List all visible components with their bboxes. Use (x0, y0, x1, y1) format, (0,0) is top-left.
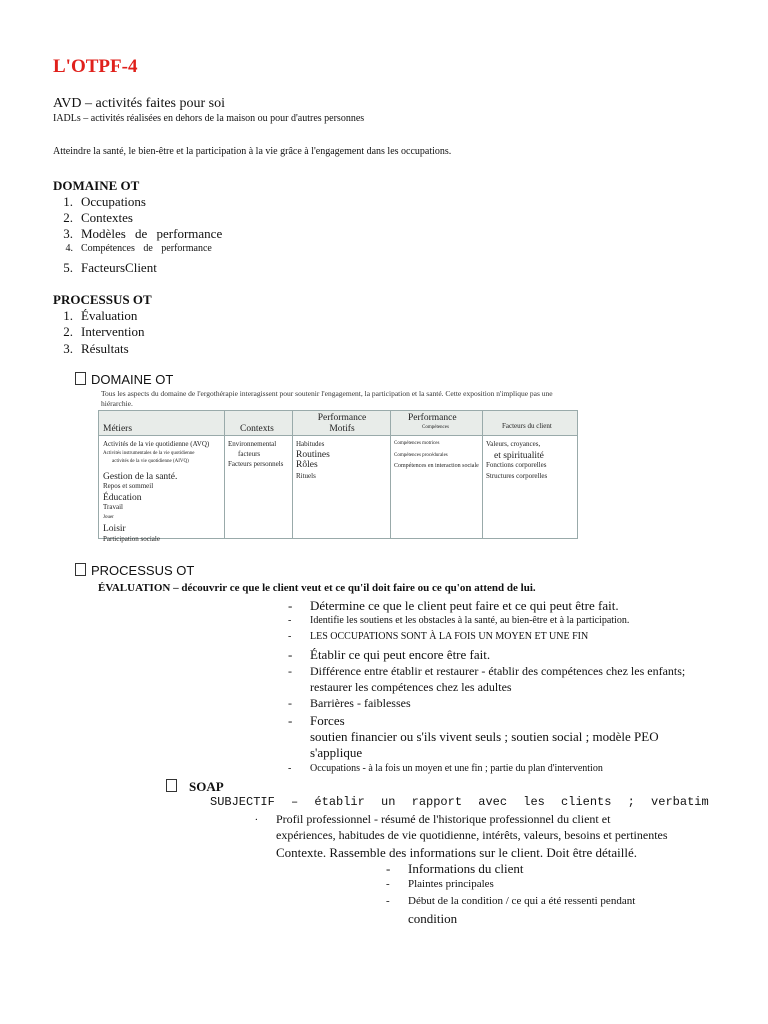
table-cell: Compétences procédurales (394, 453, 448, 458)
bullet-item: - Barrières - faiblesses (288, 696, 411, 710)
bullet-continuation: soutien financier ou s'ils vivent seuls ; soutien social ; modèle PEO (310, 729, 659, 744)
table-cell: Travail (103, 503, 123, 511)
table-cell: Rôles (296, 460, 318, 470)
column-divider (482, 410, 483, 538)
list-item: 4. Compétences de performance (65, 243, 212, 254)
column-header: Contexts (240, 424, 274, 434)
table-cell: Structures corporelles (486, 472, 548, 480)
table-intro: Tous les aspects du domaine de l'ergothérapie interagissent pour soutenir l'engagement, la participation et la santé. Cette exposition n'implique pas une hiérarchie. (101, 389, 553, 408)
bullet-item: - Différence entre établir et restaurer - établir des compétences chez les enfants; (288, 664, 686, 678)
profile-line: Contexte. Rassemble des informations sur le client. Doit être détaillé. (276, 845, 638, 860)
column-header-note: Compétences (422, 425, 449, 430)
list-item: 1. Évaluation (63, 308, 138, 323)
table-cell: Facteurs personnels (228, 460, 284, 468)
table-cell: Participation sociale (103, 535, 160, 543)
table-cell: Éducation (103, 493, 142, 503)
column-header: Performance (408, 413, 457, 423)
table-cell: Activités instrumentales de la vie quotidienne (103, 451, 195, 456)
table-cell: Gestion de la santé. (103, 472, 178, 482)
subjectif-line: SUBJECTIF – établir un rapport avec les clients ; verbatim (210, 795, 709, 809)
checkbox-glyph-icon (75, 372, 86, 385)
domain-heading: DOMAINE OT (53, 178, 140, 193)
checkbox-glyph-icon (166, 779, 177, 792)
list-item: 3. Modèles de performance (63, 226, 223, 241)
goal-line: Atteindre la santé, le bien-être et la participation à la vie grâce à l'engagement dans les occupations. (53, 146, 452, 157)
bullet-item: - Identifie les soutiens et les obstacles à la santé, au bien-être et à la participation. (288, 615, 630, 626)
column-header: Métiers (103, 424, 133, 434)
list-item: 3. Résultats (63, 341, 129, 356)
list-item: 2. Contextes (63, 210, 133, 225)
bullet-continuation: restaurer les compétences chez les adultes (310, 680, 512, 694)
checkbox-glyph-icon (75, 563, 86, 576)
domain-table-figure (98, 386, 578, 548)
iadl-line: IADLs – activités réalisées en dehors de la maison ou pour d'autres personnes (53, 113, 365, 124)
table-cell: Fonctions corporelles (486, 461, 547, 469)
column-divider (292, 410, 293, 538)
bullet-item: - Établir ce qui peut encore être fait. (288, 647, 491, 662)
table-cell: Compétences en interaction sociale (394, 463, 479, 469)
list-item: 1. Occupations (63, 194, 146, 209)
table-cell: et spiritualité (494, 451, 544, 461)
table-cell: Compétences motrices (394, 441, 440, 446)
table-cell: Rituels (296, 472, 316, 480)
soap-heading: SOAP (166, 779, 224, 795)
table-cell: facteurs (238, 450, 261, 458)
bullet-item: - Forces (288, 713, 345, 728)
table-cell: Valeurs, croyances, (486, 440, 541, 448)
profile-line: Profil professionnel - résumé de l'historique professionnel du client et (276, 812, 611, 826)
table-cell: Routines (296, 450, 330, 460)
table-cell: Habitudes (296, 440, 325, 448)
table-cell: Environnemental (228, 440, 277, 448)
bullet-item: - LES OCCUPATIONS SONT À LA FOIS UN MOYEN ET UNE FIN (288, 631, 589, 642)
profile-line: expériences, habitudes de vie quotidienne, intérêts, valeurs, besoins et pertinentes (276, 828, 668, 842)
domain-section-heading: DOMAINE OT (75, 372, 173, 387)
evaluation-line: ÉVALUATION – découvrir ce que le client veut et ce qu'il doit faire ou ce qu'on attend de lui. (98, 582, 536, 594)
table-cell: Jouer (103, 515, 114, 520)
list-item: 2. Intervention (63, 324, 145, 339)
sub-item: - Début de la condition / ce qui a été ressenti pendant (386, 895, 636, 907)
column-header: Performance Motifs (317, 413, 367, 434)
sub-item-continuation: condition (408, 911, 458, 926)
table-cell: Loisir (103, 524, 126, 534)
process-heading: PROCESSUS OT (53, 292, 152, 307)
table-cell: Activités de la vie quotidienne (AVQ) (103, 440, 210, 448)
sub-item: - Plaintes principales (386, 878, 494, 890)
avd-line: AVD – activités faites pour soi (53, 96, 225, 111)
column-header: Facteurs du client (502, 422, 552, 430)
column-divider (224, 410, 225, 538)
bullet-marker: . (255, 811, 258, 823)
column-divider (390, 410, 391, 538)
bullet-item: - Détermine ce que le client peut faire et ce qui peut être fait. (288, 598, 619, 613)
process-section-heading: PROCESSUS OT (75, 563, 194, 578)
sub-item: - Informations du client (386, 861, 524, 876)
bullet-item: - Occupations - à la fois un moyen et une fin ; partie du plan d'intervention (288, 763, 603, 774)
table-cell: Repos et sommeil (103, 482, 154, 490)
bullet-continuation: s'applique (310, 745, 363, 760)
table-cell: activités de la vie quotidienne (AIVQ) (112, 459, 189, 464)
page-title: L'OTPF-4 (53, 56, 138, 77)
list-item: 5. FacteursClient (63, 260, 157, 275)
